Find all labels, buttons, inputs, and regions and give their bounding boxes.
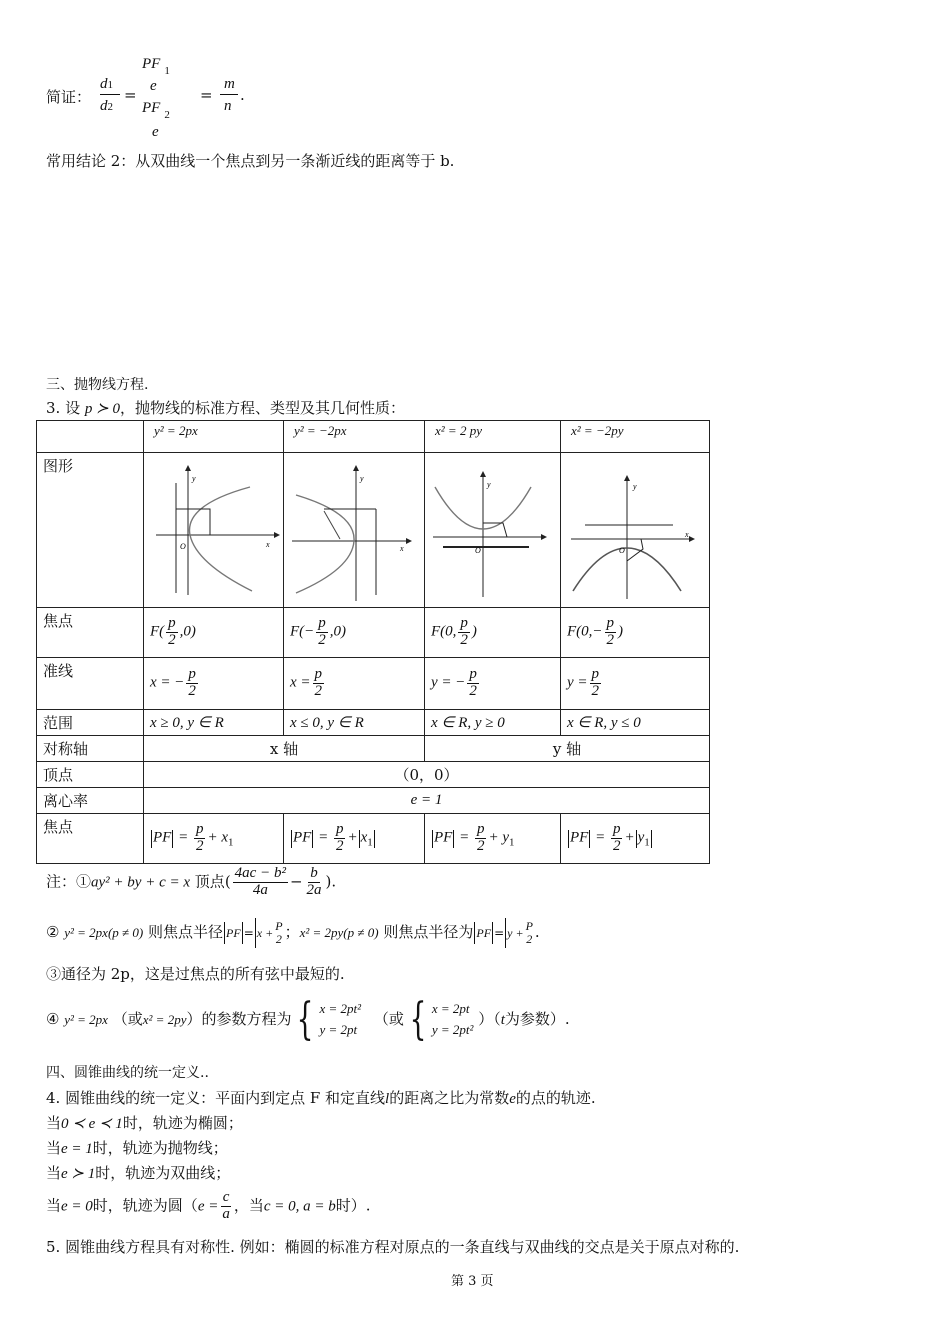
proof-pf1: PF $_1$ bbox=[142, 56, 170, 77]
row-label-axis: 对称轴 bbox=[37, 736, 144, 762]
eccentricity-value: e = 1 bbox=[144, 788, 710, 814]
graph3-y-label: y bbox=[487, 480, 491, 489]
case-hyperbola: 当e ≻ 1时，轨迹为双曲线； bbox=[46, 1164, 231, 1182]
proof-dot: . bbox=[240, 86, 245, 104]
directrix-right: x = − $\frac{p}{2}$ bbox=[144, 658, 284, 710]
graph-right-opening bbox=[144, 453, 283, 603]
range-right: x ≥ 0, y ∈ R bbox=[144, 710, 284, 736]
proof-d2: d2 bbox=[100, 98, 113, 114]
graph-up-cell bbox=[425, 453, 561, 608]
note-2: ② y² = 2px(p ≠ 0) 则焦点半径 PF = x + P 2 ；x² = 2py(p ≠ 0) 则焦点半径为 PF = y + P 2 . bbox=[46, 919, 540, 946]
header-blank bbox=[37, 421, 144, 453]
row-label-eccentricity: 离心率 bbox=[37, 788, 144, 814]
focal-radius-right: PF = $\frac{p}{2}$ + $x_1$ bbox=[144, 814, 284, 864]
directrix-down: y = $\frac{p}{2}$ bbox=[561, 658, 710, 710]
focal-radius-left: PF = $\frac{p}{2}$ + $x_1$ bbox=[284, 814, 425, 864]
proof-m: m bbox=[224, 76, 235, 92]
graph3-o-label: O bbox=[475, 546, 481, 555]
axis-x: x 轴 bbox=[144, 736, 425, 762]
page-number: 第 3 页 bbox=[451, 1274, 494, 1289]
row-label-focal-radius: 焦点 bbox=[37, 814, 144, 864]
graph-up-opening bbox=[425, 453, 560, 603]
focus-right: F( $\frac{p}{2}$ ,0) bbox=[144, 608, 284, 658]
conclusion-2: 常用结论 2：从双曲线一个焦点到另一条渐近线的距离等于 b. bbox=[46, 152, 455, 170]
focus-up: F(0, $\frac{p}{2}$ ) bbox=[425, 608, 561, 658]
section4-definition: 4. 圆锥曲线的统一定义：平面内到定点 F 和定直线l的距离之比为常数e的点的轨迹. bbox=[46, 1089, 596, 1107]
graph-down-cell bbox=[561, 453, 710, 608]
graph4-x-label: x bbox=[685, 530, 689, 539]
focal-radius-up: PF = $\frac{p}{2}$ + $y_1$ bbox=[425, 814, 561, 864]
section3-intro: 3. 设 p ≻ 0，抛物线的标准方程、类型及其几何性质： bbox=[46, 399, 405, 417]
header-up: x² = 2 py bbox=[425, 421, 561, 453]
directrix-up: y = − $\frac{p}{2}$ bbox=[425, 658, 561, 710]
parabola-table bbox=[36, 420, 710, 864]
graph2-x-label: x bbox=[400, 544, 404, 553]
row-label-focus: 焦点 bbox=[37, 608, 144, 658]
graph1-o-label: O bbox=[180, 542, 186, 551]
proof-eq2: = bbox=[200, 86, 213, 104]
row-label-vertex: 顶点 bbox=[37, 762, 144, 788]
graph1-y-label: y bbox=[192, 474, 196, 483]
proof-e1: e bbox=[150, 78, 157, 94]
section4-title: 四、圆锥曲线的统一定义.. bbox=[46, 1065, 209, 1081]
range-up: x ∈ R, y ≥ 0 bbox=[425, 710, 561, 736]
range-left: x ≤ 0, y ∈ R bbox=[284, 710, 425, 736]
item-5: 5. 圆锥曲线方程具有对称性. 例如：椭圆的标准方程对原点的一条直线与双曲线的交点是关于原点对称的. bbox=[46, 1238, 740, 1256]
focus-down: F(0,− $\frac{p}{2}$ ) bbox=[561, 608, 710, 658]
graph4-o-label: O bbox=[619, 546, 625, 555]
section3-title: 三、抛物线方程. bbox=[46, 377, 149, 393]
proof-label: 简证： bbox=[46, 88, 92, 106]
directrix-left: x = $\frac{p}{2}$ bbox=[284, 658, 425, 710]
note-4: ④ y² = 2px （或x² = 2py）的参数方程为 { x = 2pt² y = 2pt （或 { x = 2pt y = 2pt² ）（t为参数）. bbox=[46, 994, 570, 1045]
focus-left: F(− $\frac{p}{2}$ ,0) bbox=[284, 608, 425, 658]
header-left: y² = −2px bbox=[284, 421, 425, 453]
note-1: 注：①ay² + by + c = x 顶点( $\frac{\text{4ac − b²}}{4a}$ − $\frac{b}{2a}$ ). bbox=[46, 865, 337, 898]
graph-left-cell bbox=[284, 453, 425, 608]
proof-frac-bar-1 bbox=[100, 94, 120, 95]
proof-n: n bbox=[224, 98, 232, 114]
axis-y: y 轴 bbox=[425, 736, 710, 762]
row-label-range: 范围 bbox=[37, 710, 144, 736]
row-label-directrix: 准线 bbox=[37, 658, 144, 710]
header-right: y² = 2px bbox=[144, 421, 284, 453]
graph4-y-label: y bbox=[633, 482, 637, 491]
graph-right-cell bbox=[144, 453, 284, 608]
vertex-value: （0，0） bbox=[144, 762, 710, 788]
case-parabola: 当e = 1时，轨迹为抛物线； bbox=[46, 1139, 228, 1157]
graph-left-opening bbox=[284, 453, 424, 603]
proof-pf2: PF $_2$ bbox=[142, 100, 170, 121]
proof-eq: = bbox=[124, 86, 137, 104]
graph2-y-label: y bbox=[360, 474, 364, 483]
proof-e2: e bbox=[152, 124, 159, 140]
focal-radius-down: PF = $\frac{p}{2}$ + $y_1$ bbox=[561, 814, 710, 864]
case-circle: 当e = 0时，轨迹为圆（e = $\frac{c}{a}$ ，当c = 0, a = b时）. bbox=[46, 1189, 371, 1222]
graph-down-opening bbox=[561, 453, 709, 603]
case-ellipse: 当0 ≺ e ≺ 1时，轨迹为椭圆； bbox=[46, 1114, 243, 1132]
range-down: x ∈ R, y ≤ 0 bbox=[561, 710, 710, 736]
header-down: x² = −2py bbox=[561, 421, 710, 453]
graph1-x-label: x bbox=[266, 540, 270, 549]
note-3: ③通径为 2p，这是过焦点的所有弦中最短的. bbox=[46, 965, 345, 983]
proof-d1: d1 bbox=[100, 76, 113, 92]
row-label-shape: 图形 bbox=[37, 453, 144, 608]
proof-frac-bar-2 bbox=[220, 94, 238, 95]
